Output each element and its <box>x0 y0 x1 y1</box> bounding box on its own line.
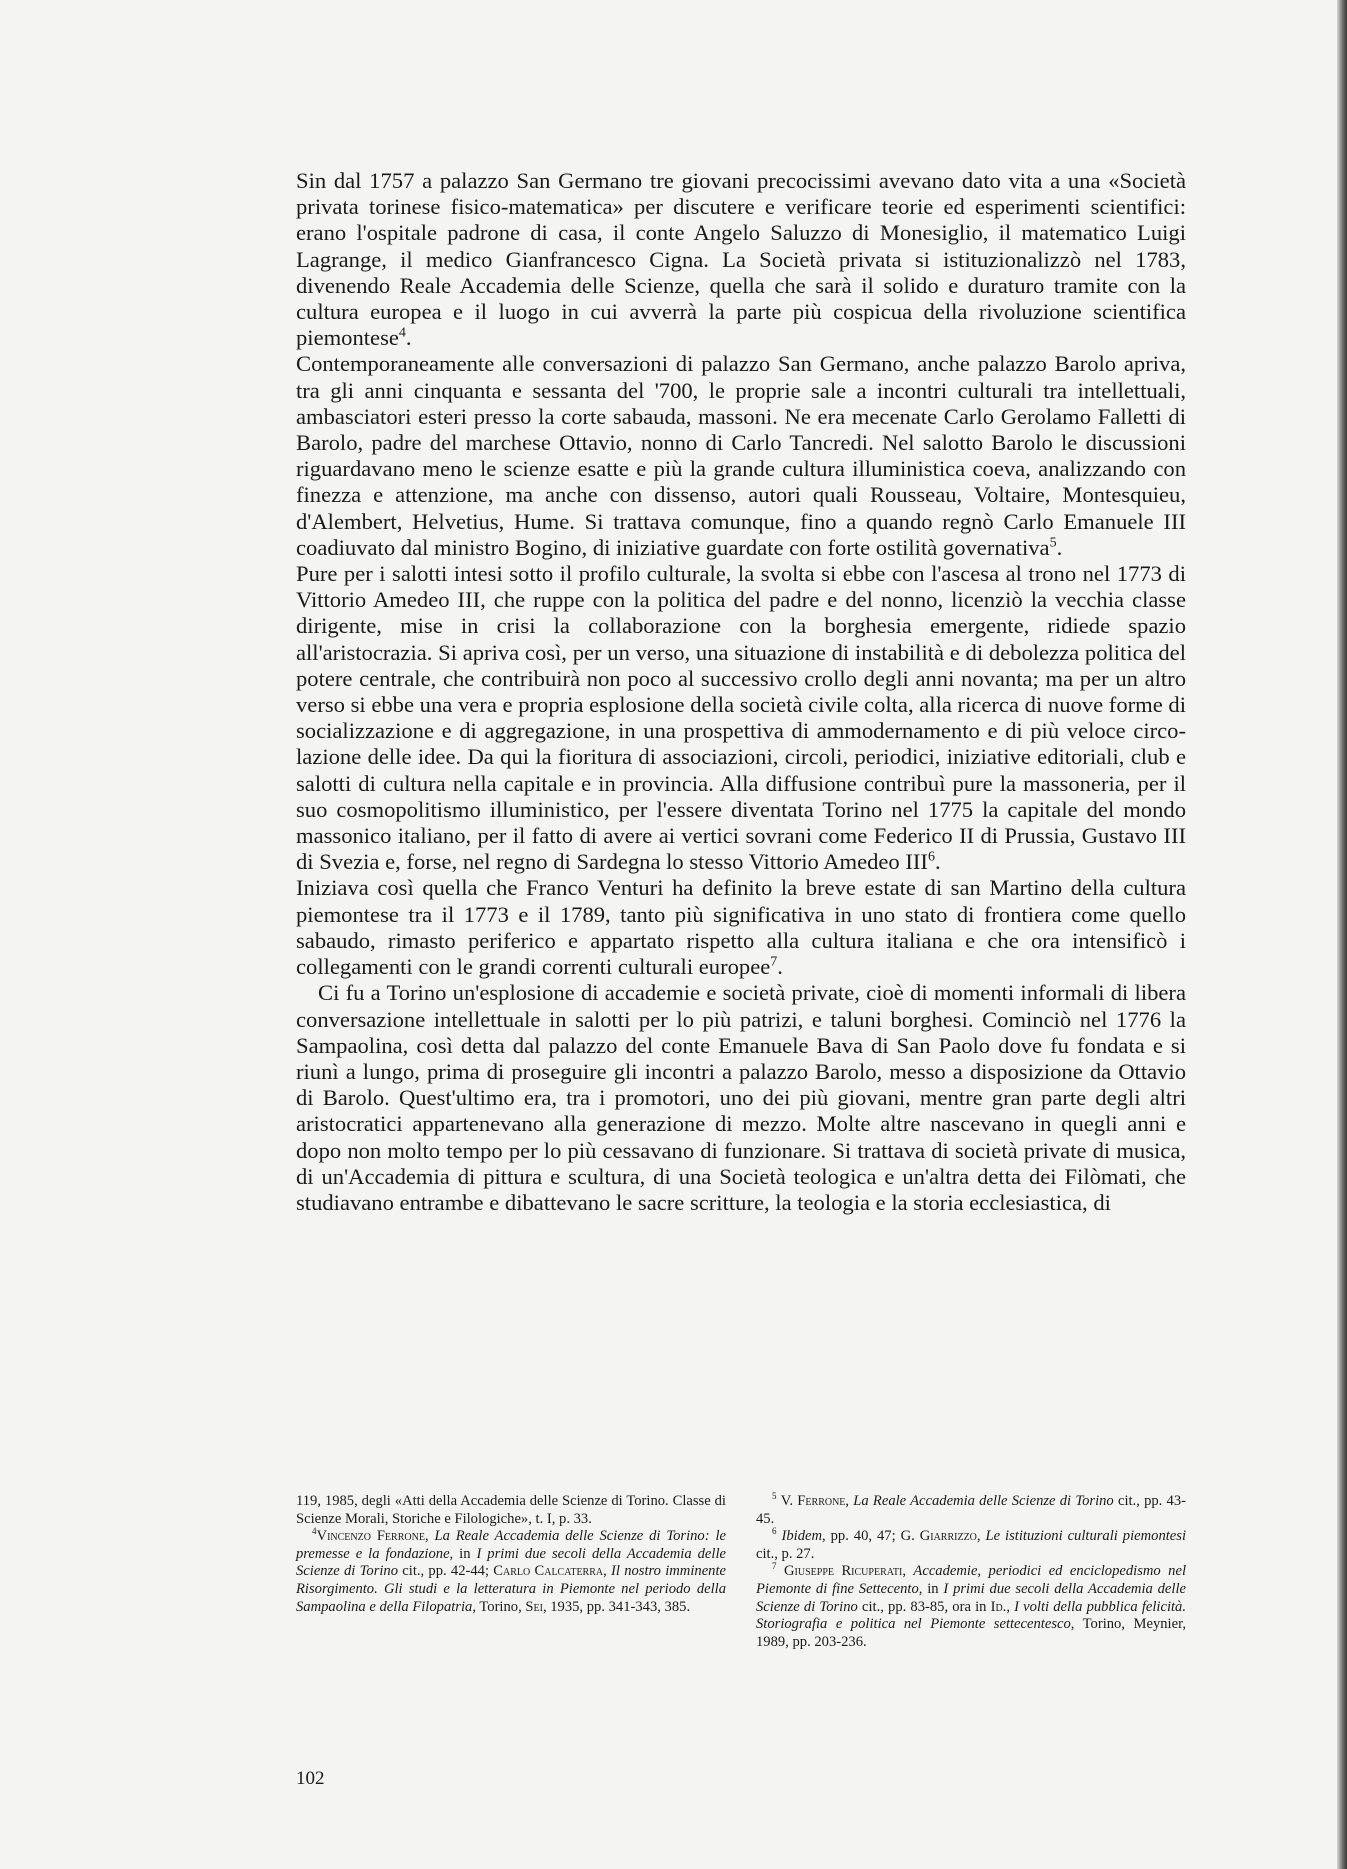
footnote-6-author: G. Giarrizzo <box>900 1528 977 1545</box>
body-text <box>296 168 1186 1216</box>
footnote-7-title-2: I volti della pubblica felicità. Storiografia e politica nel Piemonte settecentesco <box>756 1598 1186 1633</box>
footnote-continuation <box>296 1493 726 1528</box>
paragraph-1-text: Sin dal 1757 a palazzo San Germano tre giovani precocissimi avevano dato vita a una «Società privata torinese fisico-matematica» per discutere e verificare teorie ed esperimenti scientifici: erano l'ospitale padrone di casa, il conte Angelo Saluzzo di Monesiglio, il matematico Luigi Lagrange, il medico Gianfrancesco Cigna. La Società privata si istituzionalizzò nel 1783, divenendo Reale Accademia delle Scienze, quella che sarà il solido e duraturo tramite con la cultura europea e il luogo in cui avverrà la parte più cospicua della rivoluzione scientifica piemontese <box>296 168 1186 351</box>
footnote-4-title: La Reale Accademia delle Scienze di Torino: le premesse e la fondazione <box>296 1528 726 1562</box>
footnote-7-work: I primi due secoli della Accademia delle Scienze di Torino <box>756 1580 1186 1615</box>
footnote-7-pages: cit., pp. 83-85, ora in <box>857 1598 991 1615</box>
footnote-4-place: , Torino, <box>472 1598 526 1615</box>
footnote-7-idem: Id. <box>990 1598 1007 1615</box>
footnote-6-title: Le istituzioni culturali piemontesi <box>985 1528 1187 1545</box>
paragraph-4 <box>296 875 1186 980</box>
footnote-7 <box>756 1563 1186 1651</box>
footnotes-left-column <box>296 1493 726 1651</box>
paragraph-3 <box>296 561 1186 875</box>
footnote-6-mid: , pp. 40, 47; <box>822 1528 901 1545</box>
footnote-4-author: Vincenzo Ferrone <box>316 1528 425 1545</box>
footnote-4-title-2: Il nostro imminente Risorgimento. Gli studi e la letteratura in Piemonte nel periodo della Sampaolina e della Filopatria <box>296 1563 727 1615</box>
footnote-4-end: , 1935, pp. 341-343, 385. <box>542 1598 691 1615</box>
paragraph-1 <box>296 168 1186 351</box>
footnote-ref-5[interactable]: 5 <box>1049 535 1057 551</box>
footnote-4-sep: , <box>424 1528 435 1545</box>
footnote-5-number: 5 <box>772 1491 777 1502</box>
footnote-5-author: V. Ferrone <box>780 1493 846 1509</box>
paragraph-3-end: . <box>934 849 941 875</box>
footnote-ref-7[interactable]: 7 <box>770 954 778 970</box>
footnote-4-sep-2: , <box>603 1563 612 1580</box>
footnote-ref-6[interactable]: 6 <box>927 849 935 865</box>
paragraph-4-end: . <box>777 954 783 980</box>
footnote-5-sep: , <box>845 1493 854 1509</box>
footnote-6-end: cit., p. 27. <box>756 1545 815 1562</box>
footnote-7-sep-2: , <box>1006 1598 1015 1615</box>
footnote-7-sep: , <box>902 1563 914 1580</box>
paragraph-2 <box>296 351 1186 561</box>
paragraph-1-end: . <box>405 325 412 351</box>
paragraph-3-text: Pure per i salotti intesi sotto il profilo culturale, la svolta si ebbe con l'ascesa al trono nel 1773 di Vittorio Amedeo III, che ruppe con la politica del padre e del nonno, licenziò la vecchia classe dirigente, mise in crisi la collaborazione con la borghesia emergente, ridiede spazio all'aristocrazia. Si apriva così, per un verso, una situazione di instabilità e di debolezza politica del potere centrale, che contribuirà non poco al successivo crollo degli anni novanta; ma per un altro verso si ebbe una vera e propria esplosione della società civile colta, alla ricerca di nuove forme di socializzazione e di aggregazione, in una prospettiva di ammodernamento e di più veloce circolazione delle idee. Da qui la fioritura di associazioni, circoli, periodici, iniziative editoriali, club e salotti di cultura nella capitale e in provincia. Alla diffusione contribuì pure la massoneria, per il suo cosmopolitismo illuministico, per l'essere diventata Torino nel 1775 la capitale del mondo massonico italiano, per il fatto di avere ai vertici sovrani come Federico II di Prussia, Gustavo III di Svezia e, forse, nel regno di Sardegna lo stesso Vittorio Amedeo III <box>296 561 1186 875</box>
footnote-5-title: La Reale Accademia delle Scienze di Torino <box>853 1493 1114 1509</box>
footnote-6-ibidem: Ibidem <box>781 1528 823 1545</box>
footnote-6-sep: , <box>976 1528 986 1545</box>
paragraph-5-text: Ci fu a Torino un'esplosione di accademie e società private, cioè di momenti informali di libera conversazione intellettuale in salotti per lo più patrizi, e taluni borghesi. Cominciò nel 1776 la Sampaolina, così detta dal palazzo del conte Emanuele Bava di San Paolo dove fu fondata e si riunì a lungo, prima di proseguire gli incontri a palazzo Barolo, messo a disposizione da Ottavio di Barolo. Quest'ultimo era, tra i promotori, uno dei più giovani, mentre gran parte degli altri aristocratici appartenevano alla generazione di mezzo. Molte altre nascevano in quegli anni e dopo non molto tempo per lo più cessavano di funzionare. Si trattava di società private di musica, di un'Accademia di pittura e scultura, di una Società teologica e un'altra detta dei Filòmati, che studiavano entrambe e dibattevano le sacre scritture, la teologia e la storia ecclesiastica, di <box>296 980 1186 1215</box>
footnote-6-number: 6 <box>772 1526 777 1537</box>
footnotes-right-column <box>756 1493 1186 1651</box>
paragraph-2-text: Contemporaneamente alle conversazioni di palazzo San Germano, anche palazzo Barolo apriva, tra gli anni cinquanta e sessanta del '700, le proprie sale a incontri culturali tra intellettuali, ambasciatori esteri presso la corte sabauda, massoni. Ne era mecenate Carlo Gerolamo Falletti di Barolo, padre del marchese Ottavio, nonno di Carlo Tancredi. Nel salotto Barolo le discussioni riguardavano meno le scienze esatte e più la grande cultura illuministica coeva, analizzando con finezza e attenzione, ma anche con dissenso, autori quali Rousseau, Voltaire, Montesquieu, d'Alembert, Helvetius, Hume. Si trattava comunque, fino a quando regnò Carlo Emanuele III coadiuvato dal ministro Bogino, di iniziative guardate con forte ostilità governativa <box>296 351 1186 560</box>
footnote-7-author: Giuseppe Ricuperati <box>784 1563 903 1580</box>
paragraph-4-text: Iniziava così quella che Franco Venturi ha definito la breve estate di san Martino della cultura piemontese tra il 1773 e il 1789, tanto più significativa in uno stato di frontiera come quello sabaudo, rimasto periferico e appartato rispetto alla cultura italiana e che ora intensificò i collegamenti con le grandi correnti culturali europee <box>296 875 1186 980</box>
footnote-5 <box>756 1493 1186 1528</box>
footnote-4-publisher: Sei <box>525 1598 543 1615</box>
footnote-4 <box>296 1528 726 1616</box>
footnote-7-mid: , in <box>918 1580 944 1597</box>
footnote-7-number: 7 <box>772 1561 777 1572</box>
footnote-4-pages: cit., pp. 42-44; <box>398 1563 494 1580</box>
footnote-7-end: , Torino, Meynier, 1989, pp. 203-236. <box>756 1616 1186 1650</box>
footnote-4-mid: , in <box>449 1545 477 1562</box>
footnote-6 <box>756 1528 1186 1563</box>
footnote-7-title: Accademie, periodici ed enciclopedismo nel Piemonte di fine Settecento <box>756 1563 1186 1597</box>
paragraph-5 <box>296 980 1186 1216</box>
footnote-5-end: cit., pp. 43-45. <box>756 1493 1186 1527</box>
page-number: 102 <box>296 1768 325 1789</box>
footnote-4-number: 4 <box>312 1526 317 1537</box>
footnotes <box>296 1493 1186 1651</box>
footnote-4-work: I primi due secoli della Accademia delle Scienze di Torino <box>296 1545 726 1580</box>
footnote-4-author-2: Carlo Calcaterra <box>493 1563 604 1580</box>
page-edge-shadow <box>1337 0 1347 1869</box>
footnote-continuation-text: 119, 1985, degli «Atti della Accademia delle Scienze di Torino. Classe di Scienze Morali, Storiche e Filologiche», t. I, p. 33. <box>296 1493 726 1527</box>
footnote-ref-4[interactable]: 4 <box>398 325 406 341</box>
paragraph-2-end: . <box>1056 534 1063 560</box>
